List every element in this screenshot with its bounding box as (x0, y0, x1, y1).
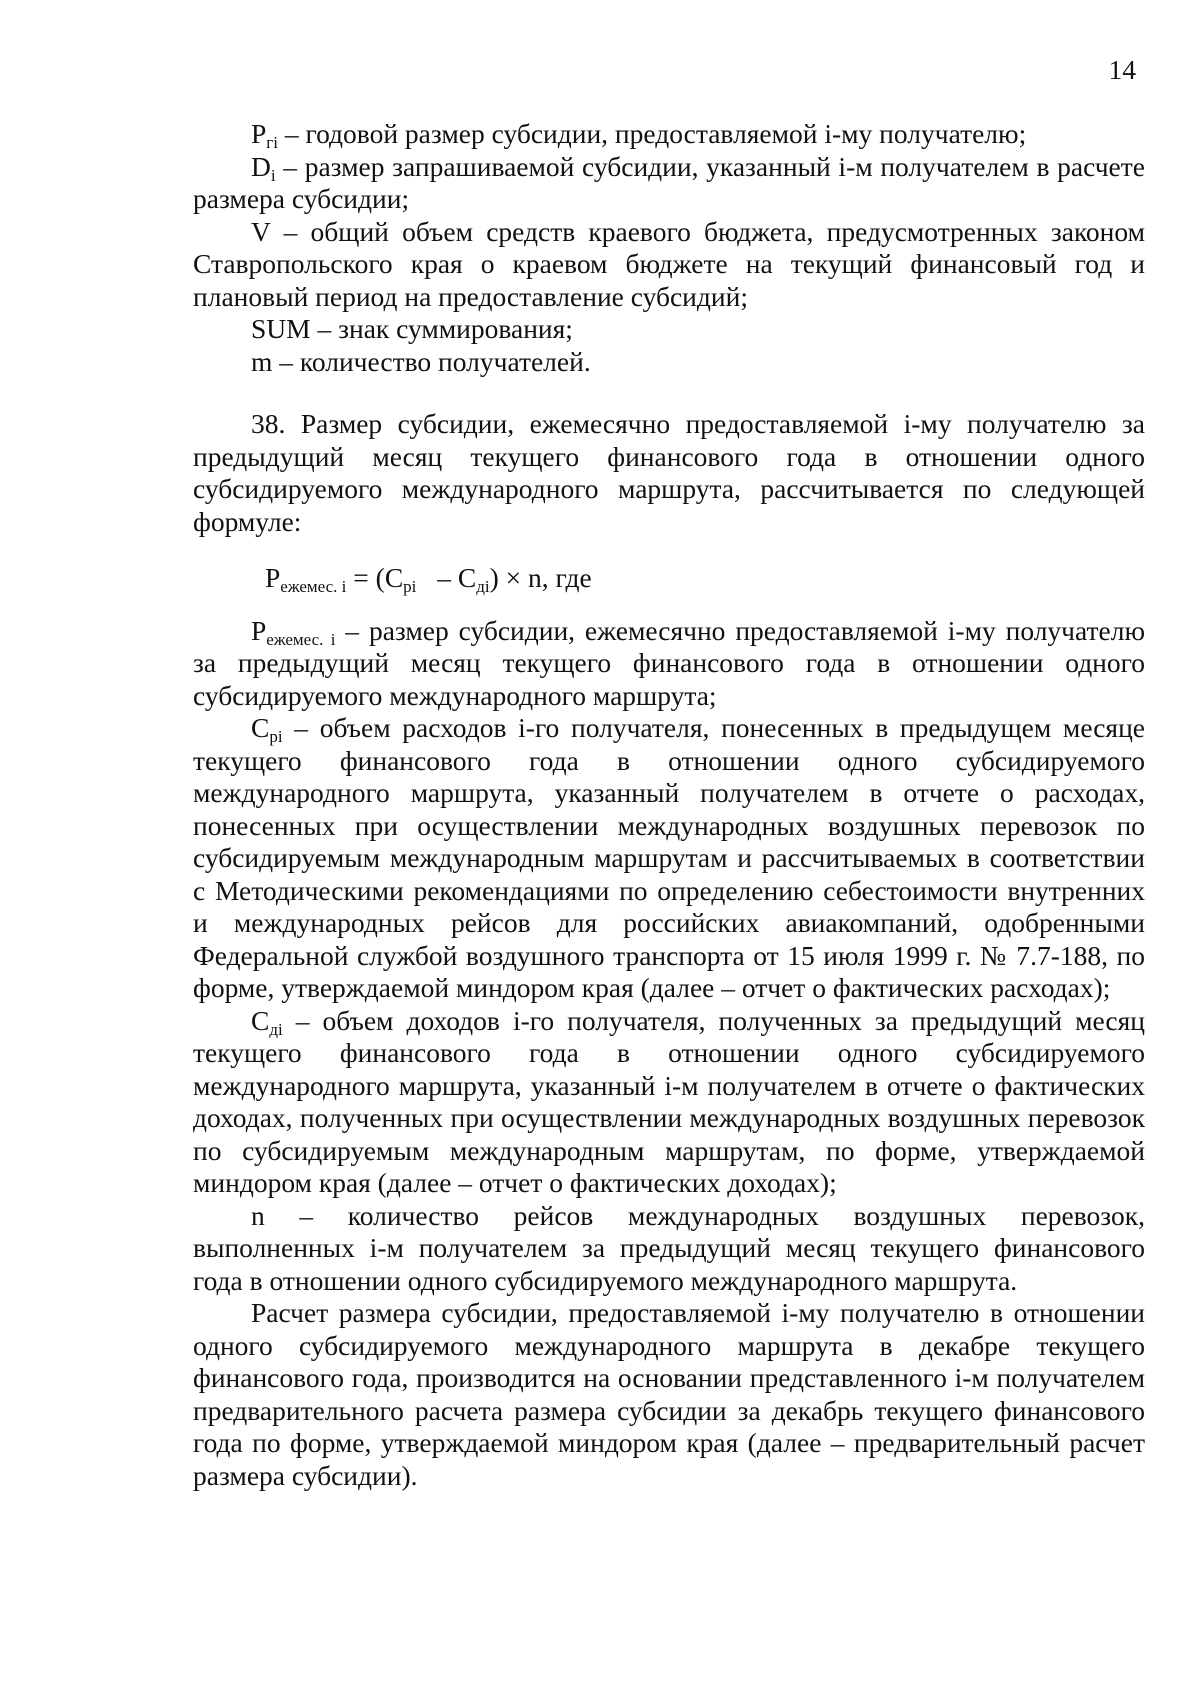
formula-lhs: P (265, 562, 281, 593)
definition-text: – общий объем средств краевого бюджета, предусмотренных законом Ставропольского края о краевом бюджете на текущий финансовый год и плановый период на предоставление субсидий; (193, 215, 1145, 312)
formula-equals: = (C (346, 562, 404, 593)
document-body (193, 118, 1145, 1492)
symbol: C (251, 712, 270, 743)
symbol: P (251, 614, 267, 646)
definition-text: – размер субсидии, ежемесячно предоставляемой i-му получателю за предыдущий месяц текущего финансового года в отношении одного субсидируемого международного маршрута; (193, 614, 1145, 711)
definition-text: – объем доходов i-го получателя, полученных за предыдущий месяц текущего финансового года в отношении одного субсидируемого международного маршрута, указанный i-м получателем в отчете о фактических доходах, полученных при осуществлении международных воздушных перевозок по субсидируемым международным маршрутам, по форме, утверждаемой миндором края (далее – отчет о фактических доходах); (193, 1004, 1145, 1198)
definition-text: – количество получателей. (272, 345, 591, 377)
formula-rest: ) × n, где (489, 562, 592, 593)
definition-m (193, 346, 1145, 379)
formula-c1-subscript: рi (403, 577, 417, 596)
formula-lhs-subscript: ежемес. i (280, 577, 347, 596)
definition-sum (193, 313, 1145, 346)
definition-text: – количество рейсов международных воздушных перевозок, выполненных i-м получателем за предыдущий месяц текущего финансового года в отношении одного субсидируемого международного маршрута. (193, 1199, 1145, 1296)
definition-d-i (193, 151, 1145, 216)
page-number: 14 (1108, 54, 1136, 85)
formula-c2-subscript: дi (476, 577, 490, 596)
definition-p-gi (193, 118, 1145, 151)
formula-monthly-subsidy (193, 562, 1145, 595)
symbol: P (251, 118, 267, 149)
definition-n (193, 1200, 1145, 1298)
symbol-subscript: гi (266, 133, 278, 152)
symbol: C (251, 1004, 270, 1036)
symbol-subscript: дi (269, 1019, 283, 1039)
definition-text: – знак суммирования; (310, 313, 573, 344)
formula-minus: – C (430, 562, 477, 593)
definition-text: – размер запрашиваемой субсидии, указанный i-м получателем в расчете размера субсидии; (193, 150, 1145, 214)
symbol: m (251, 345, 273, 377)
symbol: n (251, 1199, 265, 1231)
symbol-subscript: рi (269, 727, 283, 746)
definition-p-monthly (193, 615, 1145, 713)
definition-text: – объем расходов i-го получателя, понесенных в предыдущем месяце текущего финансового года в отношении одного субсидируемого международного маршрута, указанный получателем в отчете о расходах, понесенных при осуществлении международных воздушных перевозок по субсидируемым международным маршрутам и рассчитываемых в соответствии с Методическими рекомендациями по определению себестоимости внутренних и международных рейсов для российских авиакомпаний, одобренными Федеральной службой воздушного транспорта от 15 июля 1999 г. № 7.7-188, по форме, утверждаемой миндором края (далее – отчет о фактических расходах); (193, 712, 1145, 1003)
symbol: V (251, 215, 271, 247)
definition-text: – годовой размер субсидии, предоставляемой i-му получателю; (278, 118, 1027, 149)
definition-c-di (193, 1005, 1145, 1200)
symbol-subscript: i (270, 165, 276, 185)
symbol: D (251, 150, 271, 182)
definition-c-pi (193, 712, 1145, 1005)
paragraph-38: 38. Размер субсидии, ежемесячно предоставляемой i-му получателю за предыдущий месяц текущего финансового года в отношении одного субсидируемого международного маршрута, рассчитывается по следующей формуле: (193, 408, 1145, 537)
definition-v (193, 216, 1145, 314)
paragraph-december-calculation: Расчет размера субсидии, предоставляемой i-му получателю в отношении одного субсидируемого международного маршрута в декабре текущего финансового года, производится на основании представленного i-м получателем предварительного расчета размера субсидии за декабрь текущего финансового года по форме, утверждаемой миндором края (далее – предварительный расчет размера субсидии). (193, 1297, 1145, 1491)
symbol-subscript: ежемес. i (266, 629, 336, 649)
symbol: SUM (251, 313, 311, 344)
